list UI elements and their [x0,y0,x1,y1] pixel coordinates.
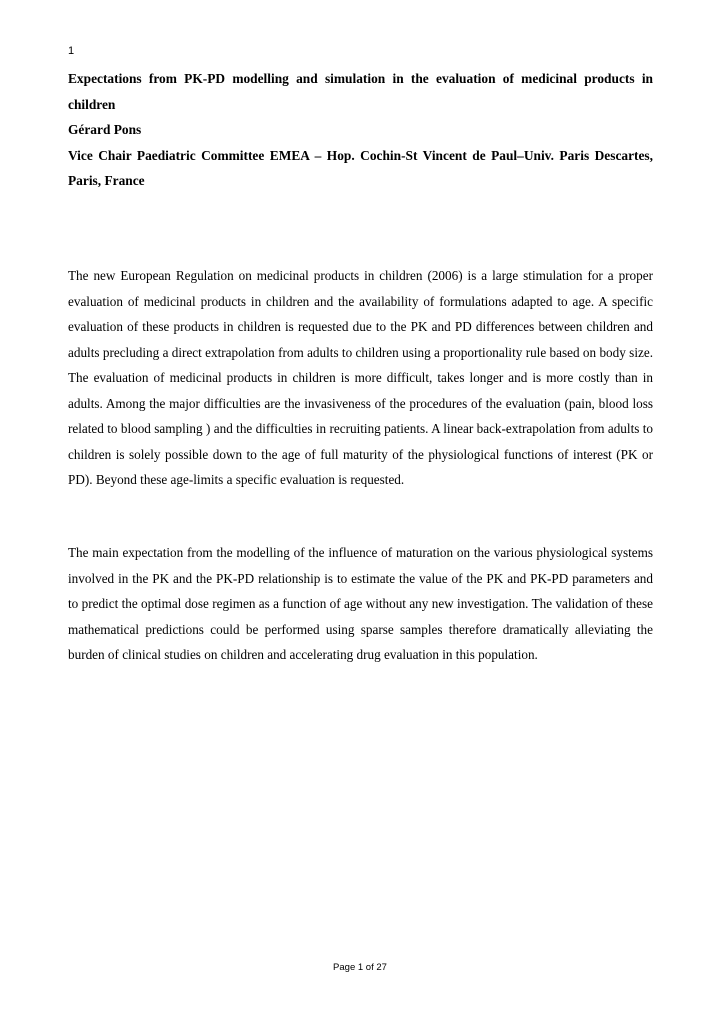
author-affiliation: Vice Chair Paediatric Committee EMEA – Hop. Cochin-St Vincent de Paul–Univ. Paris Descartes, Paris, France [68,147,653,188]
page-footer: Page 1 of 27 [333,962,387,973]
document-header [68,66,653,194]
author-name: Gérard Pons [68,122,142,137]
paper-title: Expectations from PK-PD modelling and simulation in the evaluation of medicinal products in children [68,71,653,112]
page-number-top: 1 [68,45,75,57]
body-paragraph: The new European Regulation on medicinal products in children (2006) is a large stimulation for a proper evaluation of medicinal products in children and the availability of formulations adapted to age. A specific evaluation of these products in children is requested due to the PK and PD differences between children and adults precluding a direct extrapolation from adults to children using a proportionality rule based on body size. The evaluation of medicinal products in children is more difficult, takes longer and is more costly than in adults. Among the major difficulties are the invasiveness of the procedures of the evaluation (pain, blood loss related to blood sampling ) and the difficulties in recruiting patients. A linear back-extrapolation from adults to children is solely possible down to the age of full maturity of the physiological functions of interest (PK or PD). Beyond these age-limits a specific evaluation is requested. [68,268,653,487]
body-paragraph: The main expectation from the modelling of the influence of maturation on the various physiological systems involved in the PK and the PK-PD relationship is to estimate the value of the PK and PK-PD parameters and to predict the optimal dose regimen as a function of age without any new investigation. The validation of these mathematical predictions could be performed using sparse samples therefore dramatically alleviating the burden of clinical studies on children and accelerating drug evaluation in this population. [68,545,653,662]
